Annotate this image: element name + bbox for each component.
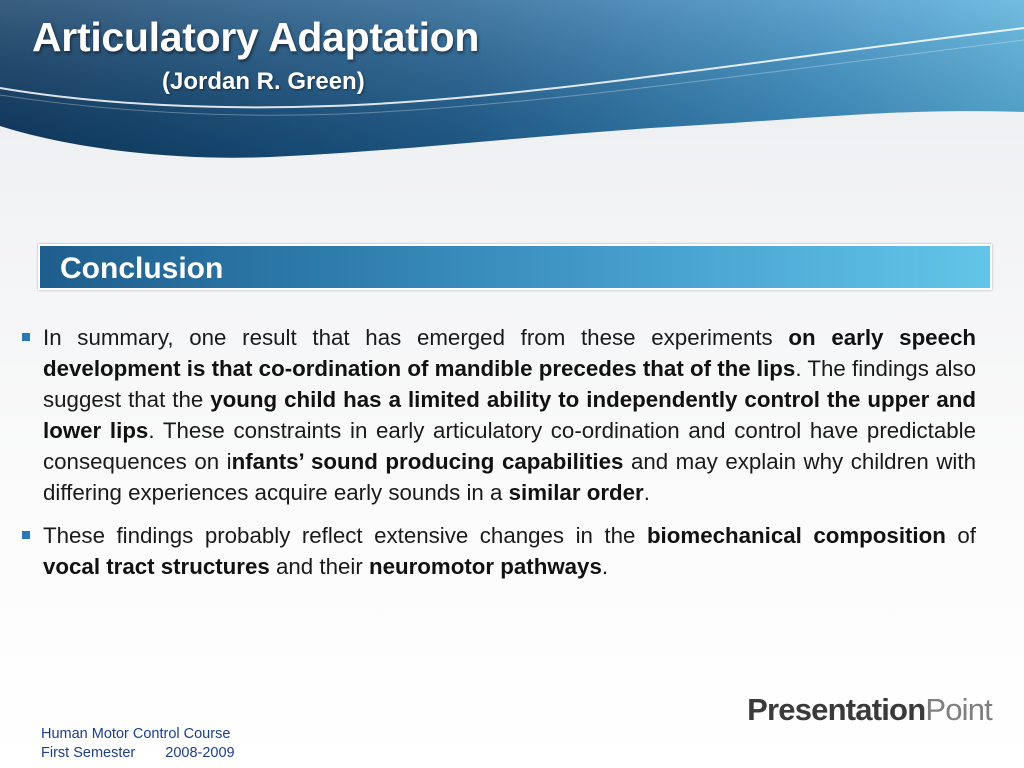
footer-year: 2008-2009 [165,745,235,761]
brand-text-presentation: Presentation [747,692,926,727]
square-bullet-icon [22,333,30,341]
bullet-item: In summary, one result that has emerged from these experiments on early speech development is that co-ordination of mandible precedes that of the lips. The findings also suggest that the young child has a limited ability to independently control the upper and lower lips. These constraints in early articulatory co-ordination and control have predictable consequences on infants’ sound producing capabilities and may explain why children with differing experiences acquire early sounds in a similar order. [22,322,976,508]
presentationpoint-logo [747,692,992,728]
section-header-bar [38,244,992,290]
slide-subtitle: (Jordan R. Green) [162,68,365,95]
slide-title: Articulatory Adaptation [32,14,480,60]
square-bullet-icon [22,531,30,539]
section-heading: Conclusion [60,252,224,285]
bullet-item: These findings probably reflect extensive changes in the biomechanical composition of vocal tract structures and their neuromotor pathways. [22,520,976,582]
footer-course: Human Motor Control Course [41,726,231,742]
footer-course-info [41,725,235,763]
brand-text-point: Point [925,692,992,727]
footer-term [41,744,235,763]
footer-semester: First Semester [41,745,136,761]
bullet-list [22,322,976,594]
